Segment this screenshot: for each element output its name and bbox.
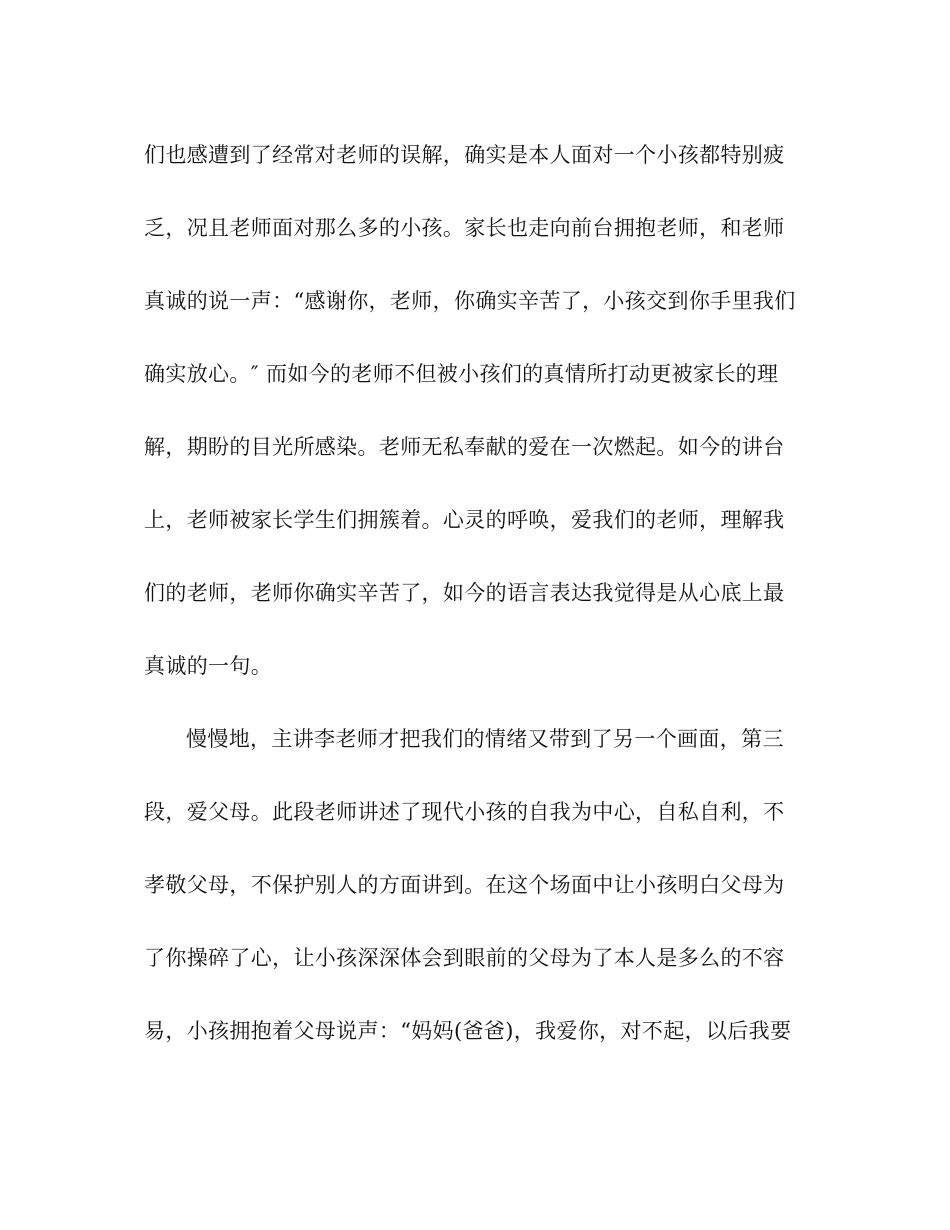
text-line: 乏，况且老师面对那么多的小孩。家长也走向前台拥抱老师，和老师	[144, 216, 785, 240]
text-line: 确实放心。″ 而如今的老师不但被小孩们的真情所打动更被家长的理	[144, 362, 779, 386]
text-line: 真诚的一句。	[144, 654, 273, 678]
text-line: 上，老师被家长学生们拥簇着。心灵的呼唤，爱我们的老师，理解我	[144, 508, 785, 532]
text-line: 段，爱父母。此段老师讲述了现代小孩的自我为中心，自私自利，不	[144, 800, 785, 824]
paragraph-1	[144, 132, 824, 716]
text-line: 易，小孩拥抱着父母说声：“妈妈(爸爸)，我爱你，对不起，以后我要	[144, 1019, 792, 1043]
paragraph-2	[144, 716, 824, 1081]
text-line: 慢慢地，主讲李老师才把我们的情绪又带到了另一个画面，第三	[186, 727, 784, 751]
text-line: 们也感遭到了经常对老师的误解，确实是本人面对一个小孩都特别疲	[144, 143, 785, 167]
text-line: 了你操碎了心，让小孩深深体会到眼前的父母为了本人是多么的不容	[144, 946, 785, 970]
text-line: 解，期盼的目光所感染。老师无私奉献的爱在一次燃起。如今的讲台	[144, 435, 785, 459]
document-body	[144, 132, 824, 1081]
text-line: 们的老师，老师你确实辛苦了，如今的语言表达我觉得是从心底上最	[144, 581, 785, 605]
text-line: 孝敬父母，不保护别人的方面讲到。在这个场面中让小孩明白父母为	[144, 873, 785, 897]
text-line: 真诚的说一声：“感谢你，老师，你确实辛苦了，小孩交到你手里我们	[144, 289, 796, 313]
